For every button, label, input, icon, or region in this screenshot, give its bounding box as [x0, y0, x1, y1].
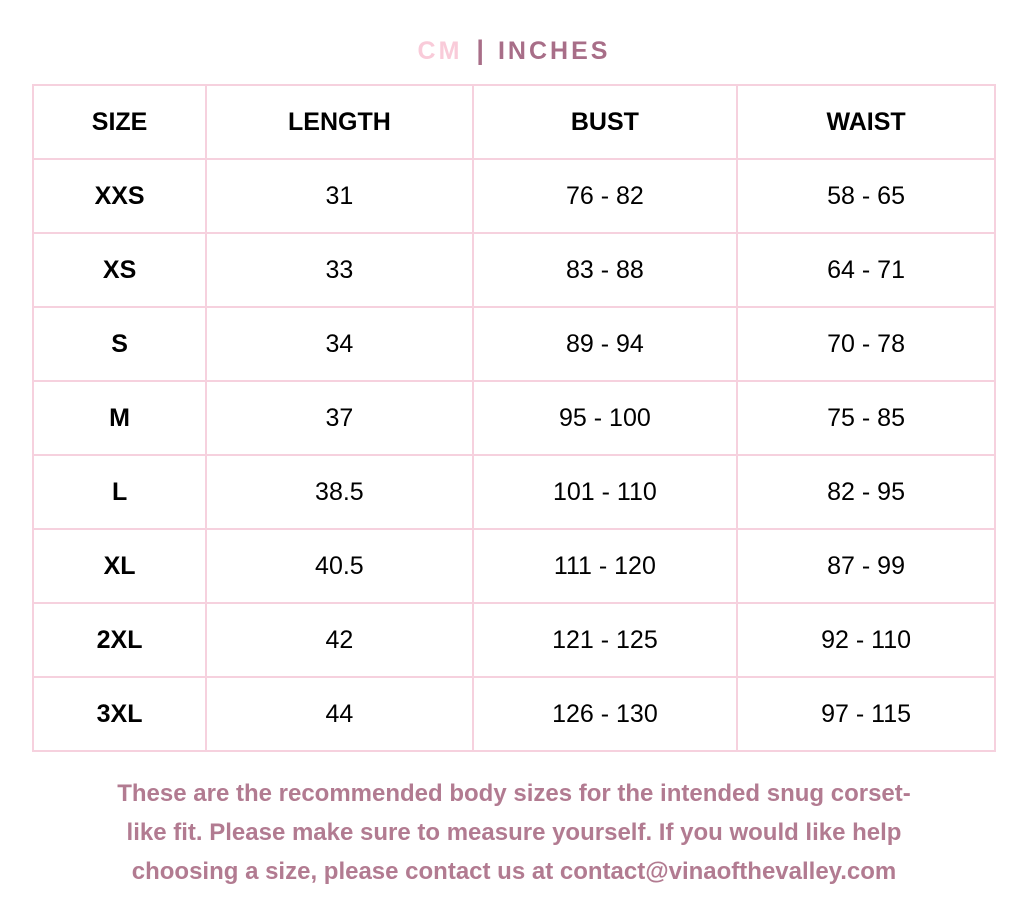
- unit-toggle: [32, 34, 996, 68]
- column-header-size: SIZE: [33, 85, 206, 159]
- size-note-line-1: These are the recommended body sizes for the intended snug corset-: [117, 780, 911, 807]
- bust-value: 89 - 94: [473, 307, 738, 381]
- waist-value: 82 - 95: [737, 455, 995, 529]
- waist-value: 75 - 85: [737, 381, 995, 455]
- waist-value: 58 - 65: [737, 159, 995, 233]
- table-row-xs: [33, 233, 995, 307]
- size-note-line-3: choosing a size, please contact us at contact@vinaofthevalley.com: [131, 858, 897, 885]
- unit-toggle-divider: |: [476, 34, 484, 65]
- size-chart-table: [32, 84, 996, 752]
- bust-value: 83 - 88: [473, 233, 738, 307]
- length-value: 33: [206, 233, 472, 307]
- table-row-l: [33, 455, 995, 529]
- table-row-2xl: [33, 603, 995, 677]
- table-row-m: [33, 381, 995, 455]
- size-note: [32, 774, 996, 891]
- size-label: 2XL: [33, 603, 206, 677]
- size-label: S: [33, 307, 206, 381]
- size-label: XS: [33, 233, 206, 307]
- length-value: 31: [206, 159, 472, 233]
- waist-value: 64 - 71: [737, 233, 995, 307]
- column-header-bust: BUST: [473, 85, 738, 159]
- waist-value: 70 - 78: [737, 307, 995, 381]
- bust-value: 111 - 120: [473, 529, 738, 603]
- size-label: XXS: [33, 159, 206, 233]
- waist-value: 92 - 110: [737, 603, 995, 677]
- bust-value: 101 - 110: [473, 455, 738, 529]
- size-note-line-2: like fit. Please make sure to measure yourself. If you would like help: [126, 819, 902, 846]
- waist-value: 97 - 115: [737, 677, 995, 751]
- column-header-waist: WAIST: [737, 85, 995, 159]
- length-value: 44: [206, 677, 472, 751]
- size-label: 3XL: [33, 677, 206, 751]
- bust-value: 95 - 100: [473, 381, 738, 455]
- unit-cm-button[interactable]: CM: [417, 36, 463, 65]
- length-value: 37: [206, 381, 472, 455]
- length-value: 38.5: [206, 455, 472, 529]
- table-row-xxs: [33, 159, 995, 233]
- table-row-s: [33, 307, 995, 381]
- table-row-xl: [33, 529, 995, 603]
- bust-value: 126 - 130: [473, 677, 738, 751]
- unit-inches-button[interactable]: INCHES: [497, 36, 611, 65]
- table-row-3xl: [33, 677, 995, 751]
- length-value: 42: [206, 603, 472, 677]
- length-value: 40.5: [206, 529, 472, 603]
- size-label: XL: [33, 529, 206, 603]
- waist-value: 87 - 99: [737, 529, 995, 603]
- size-label: M: [33, 381, 206, 455]
- size-label: L: [33, 455, 206, 529]
- table-header-row: [33, 85, 995, 159]
- bust-value: 121 - 125: [473, 603, 738, 677]
- bust-value: 76 - 82: [473, 159, 738, 233]
- length-value: 34: [206, 307, 472, 381]
- column-header-length: LENGTH: [206, 85, 472, 159]
